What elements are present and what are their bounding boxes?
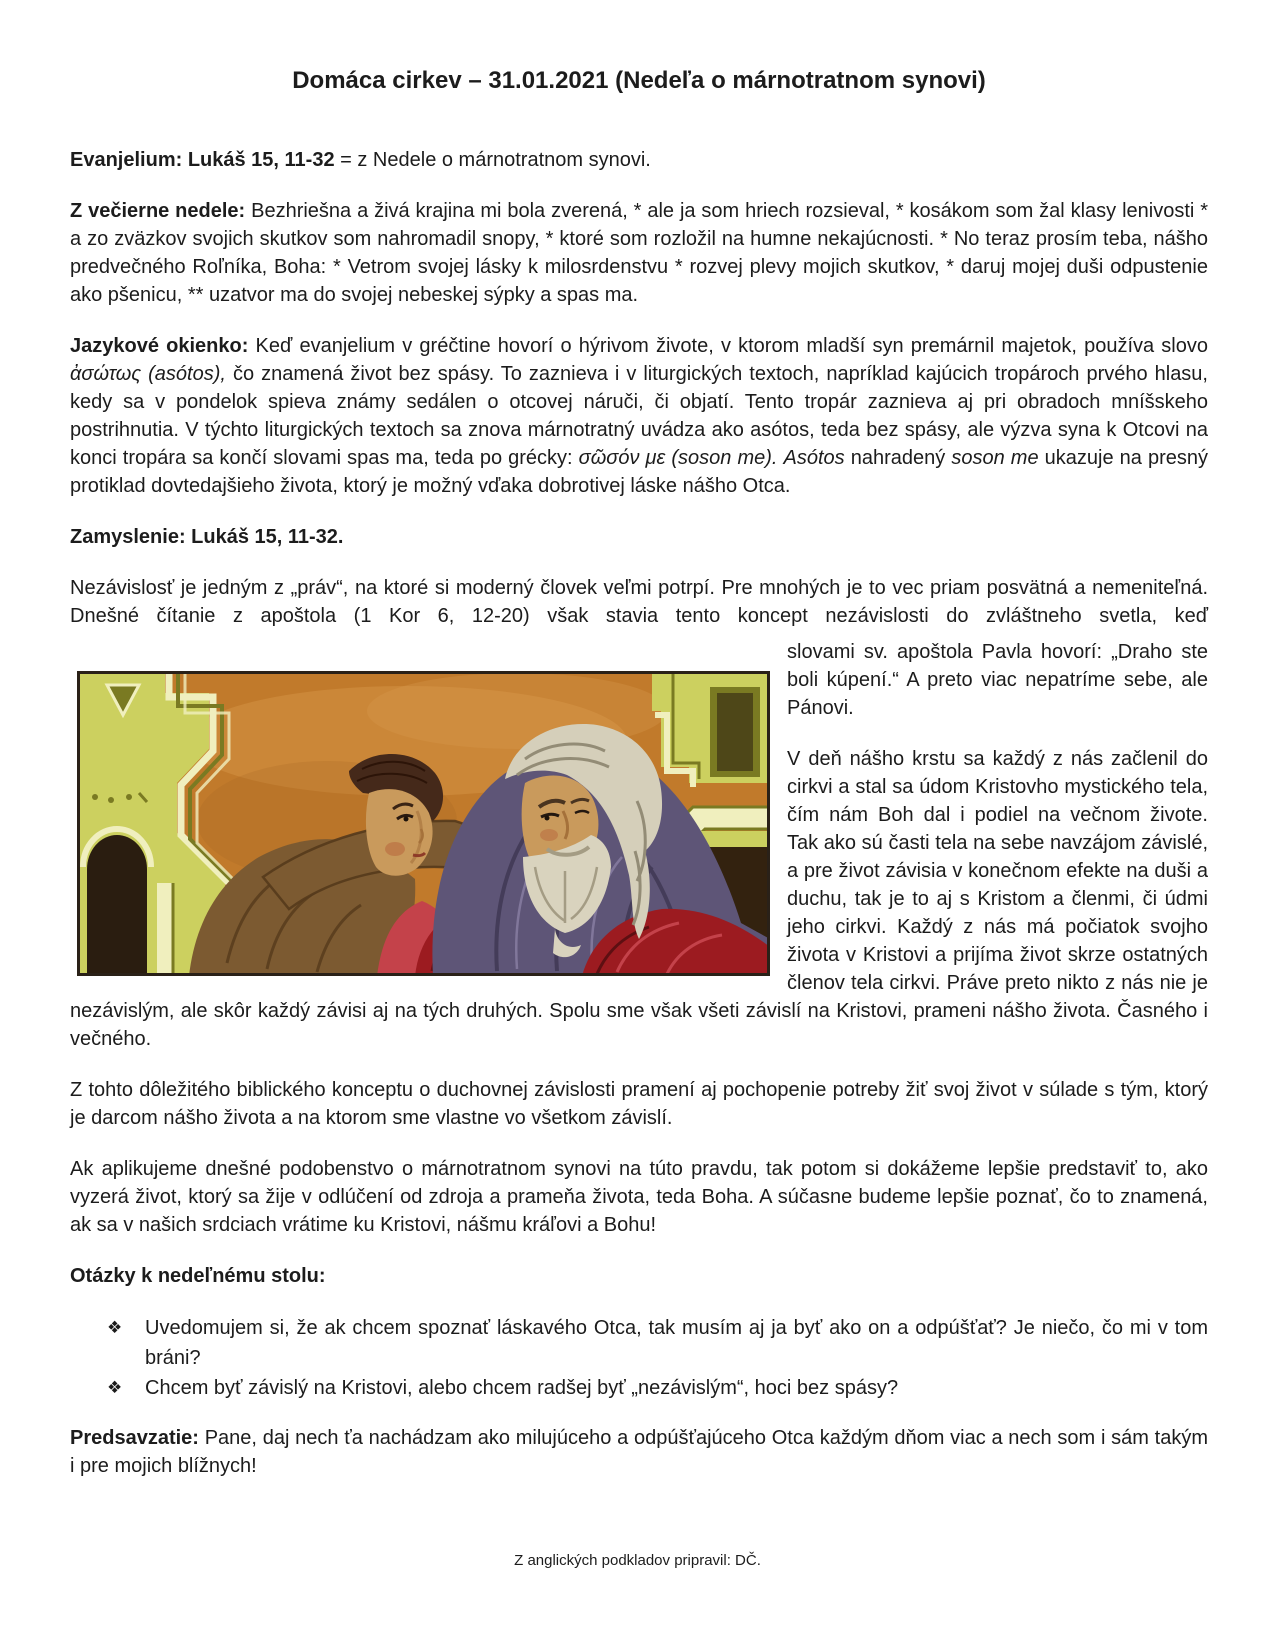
paragraph-aplikacia <box>70 1155 1208 1239</box>
heading-otazky <box>70 1262 1208 1290</box>
paragraph-koncept <box>70 1076 1208 1132</box>
text-run: Otázky k nedeľnému stolu: <box>70 1265 326 1287</box>
bullet-text-1 <box>145 1313 1208 1373</box>
paragraph-predsavzatie <box>70 1424 1208 1480</box>
footer-note: Z anglických podkladov pripravil: DČ. <box>514 1552 761 1569</box>
paragraph-zamyslenie-intro <box>70 574 1208 630</box>
text-run: = z Nedele o márnotratnom synovi. <box>340 149 651 171</box>
text-run: soson me <box>951 447 1039 469</box>
questions-list <box>70 1313 1208 1403</box>
text-run: Pane, daj nech ťa nachádzam ako milujúceho a odpúšťajúceho Otca každým dňom viac a nech som i sám takým i pre mojich blížnych! <box>70 1427 1208 1477</box>
paragraph-evanjelium <box>70 146 1208 174</box>
text-run: Chcem byť závislý na Kristovi, alebo chcem radšej byť „nezávislým“, hoci bez spásy? <box>145 1377 899 1399</box>
bullet-text-2 <box>145 1373 1208 1403</box>
prodigal-son-icon-image <box>77 671 770 976</box>
text-run: ukazuje na presný protiklad dovtedajšieho života, ktorý je možný vďaka dobrotivej láske nášho Otca. <box>70 447 1208 497</box>
text-run: Bezhriešna a živá krajina mi bola zverená, * ale ja som hriech rozsieval, * kosákom som žal klasy lenivosti * a zo zväzkov svojich skutkov som nahromadil snopy, * ktoré som rozložil na humne nekajúcnosti. * No teraz prosím teba, nášho predvečného Roľníka, Boha: * Vetrom svojej lásky k milosrdenstvu * rozvej plevy mojich skutkov, * daruj mojej duši odpustenie ako pšenicu, ** uzatvor ma do svojej nebeskej sýpky a spas ma. <box>70 200 1209 306</box>
text-run: nahradený <box>844 447 952 469</box>
prodigal-son-icon-svg <box>77 671 770 976</box>
text-run: Zamyslenie: Lukáš 15, 11-32. <box>70 526 344 548</box>
reflection-wrap-section <box>70 638 1208 1076</box>
text-run: Predsavzatie: <box>70 1427 205 1449</box>
paragraph-jazykove-okienko <box>70 332 1208 500</box>
text-run: čo znamená život bez spásy. To zaznieva i v liturgických textoch, napríklad kajúcich tropároch prvého hlasu, kedy sa v pondelok spieva známy sedálen o otcovej náruči, či objatí. Tento tropár zaznieva aj pri obradoch mníšskeho postrihnutia. V týchto liturgických textoch sa znova márnotratný uvádza ako asótos, teda bez spásy, ale výzva syna k Otcovi na konci tropára sa končí slovami spas ma, teda po grécky: <box>70 363 1208 469</box>
text-run: Jazykové okienko: <box>70 335 256 357</box>
document-title: Domáca cirkev – 31.01.2021 (Nedeľa o márnotratnom synovi) <box>292 67 986 94</box>
text-run: V deň nášho krstu sa každý z nás začlenil do cirkvi a stal sa údom Kristovho mystického tela, čím nám Boh dal i podiel na večnom živote. Tak ako sú časti tela na sebe navzájom závislé, a pre život závisia v konečnom efekte na duši a duchu, tak je to aj s Kristom a členmi, či údmi jeho cirkvi. Každý z nás má počiatok svojho života v Kristovi a prijíma život skrze ostatných členov tela cirkvi. Práve preto nikto z nás nie je nezávislým, ale skôr každý závisi aj na tých druhých. Spolu sme však všeti závislí na Kristovi, prameni nášho života. Časného i večného. <box>70 748 1208 1050</box>
text-run: Uvedomujem si, že ak chcem spoznať láskavého Otca, tak musím aj ja byť ako on a odpúšťať? Je niečo, čo mi v tom bráni? <box>145 1317 1208 1369</box>
text-run: Keď evanjelium v gréčtine hovorí o hýrivom živote, v ktorom mladší syn premárnil majetok, používa slovo <box>255 335 1208 357</box>
text-run: slovami sv. apoštola Pavla hovorí: „Draho ste boli kúpení.“ A preto viac nepatríme sebe, ale Pánovi. <box>787 641 1208 719</box>
diamond-bullet-icon: ❖ <box>107 1318 123 1337</box>
heading-zamyslenie <box>70 523 1208 551</box>
text-run: σῶσόν με (soson me). Asótos <box>578 447 845 469</box>
diamond-bullet-icon: ❖ <box>107 1378 123 1397</box>
text-run: Evanjelium: Lukáš 15, 11-32 <box>70 149 341 171</box>
text-run: Z večierne nedele: <box>70 200 252 222</box>
text-run: Z tohto dôležitého biblického konceptu o duchovnej závislosti pramení aj pochopenie potreby žiť svoj život v súlade s tým, ktorý je darcom nášho života a na ktorom sme vlastne vo všetkom závislí. <box>70 1079 1208 1129</box>
paragraph-vecierne-nedele <box>70 197 1208 309</box>
text-run: Ak aplikujeme dnešné podobenstvo o márnotratnom synovi na túto pravdu, tak potom si dokážeme lepšie predstaviť to, ako vyzerá život, ktorý sa žije v odlúčení od zdroja a prameňa života, teda Boha. A súčasne budeme lepšie poznať, čo to znamená, ak sa v našich srdciach vrátime ku Kristovi, nášmu kráľovi a Bohu! <box>70 1158 1208 1236</box>
list-item <box>70 1373 1208 1403</box>
text-run: ἀσώτως (asótos), <box>70 363 233 385</box>
text-run: Nezávislosť je jedným z „práv“, na ktoré si moderný človek veľmi potrpí. Pre mnohých je to vec priam posvätná a nemeniteľná. Dnešné čítanie z apoštola (1 Kor 6, 12-20) však stavia tento koncept nezávislosti do zvláštneho svetla, keď <box>70 577 1208 627</box>
list-item <box>70 1313 1208 1373</box>
